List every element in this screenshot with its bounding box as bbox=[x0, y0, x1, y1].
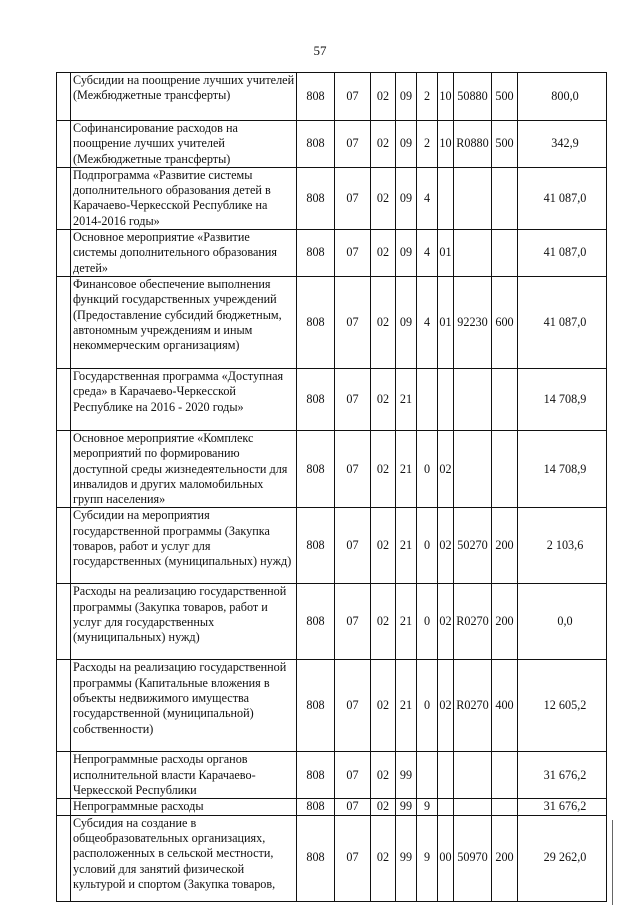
row-rz: 07 bbox=[335, 430, 371, 507]
row-p3 bbox=[438, 368, 454, 430]
table-row bbox=[57, 73, 607, 121]
row-vr: 200 bbox=[492, 508, 518, 584]
row-vr: 500 bbox=[492, 121, 518, 168]
row-ved: 808 bbox=[297, 230, 335, 277]
row-p2: 0 bbox=[417, 660, 438, 752]
table-row bbox=[57, 276, 607, 368]
row-vr bbox=[492, 368, 518, 430]
row-p2: 0 bbox=[417, 508, 438, 584]
row-p2: 0 bbox=[417, 430, 438, 507]
row-p3 bbox=[438, 799, 454, 815]
row-pr: 02 bbox=[371, 508, 396, 584]
row-name: Расходы на реализацию государственной программы (Капитальные вложения в объекты недвижимого имущества государственной (муниципальной) собственности) bbox=[71, 660, 297, 752]
row-vr bbox=[492, 430, 518, 507]
row-sum: 41 087,0 bbox=[518, 230, 607, 277]
row-name: Непрограммные расходы органов исполнительной власти Карачаево-Черкесской Республики bbox=[71, 752, 297, 799]
row-pr: 02 bbox=[371, 799, 396, 815]
row-rz: 07 bbox=[335, 660, 371, 752]
row-p3: 01 bbox=[438, 230, 454, 277]
row-p2 bbox=[417, 752, 438, 799]
row-pr: 02 bbox=[371, 660, 396, 752]
row-ved: 808 bbox=[297, 368, 335, 430]
row-p3: 02 bbox=[438, 660, 454, 752]
row-p4: R0880 bbox=[454, 121, 492, 168]
row-pr: 02 bbox=[371, 276, 396, 368]
row-p2: 4 bbox=[417, 167, 438, 229]
row-blank-cell bbox=[57, 73, 71, 121]
row-p1: 21 bbox=[396, 660, 417, 752]
row-vr: 200 bbox=[492, 815, 518, 901]
row-rz: 07 bbox=[335, 73, 371, 121]
row-blank-cell bbox=[57, 430, 71, 507]
row-sum: 29 262,0 bbox=[518, 815, 607, 901]
row-p1: 09 bbox=[396, 230, 417, 277]
row-p3: 00 bbox=[438, 815, 454, 901]
row-p4 bbox=[454, 230, 492, 277]
table-row bbox=[57, 121, 607, 168]
row-ved: 808 bbox=[297, 660, 335, 752]
row-rz: 07 bbox=[335, 167, 371, 229]
row-vr bbox=[492, 752, 518, 799]
row-ved: 808 bbox=[297, 508, 335, 584]
row-name: Субсидии на поощрение лучших учителей (Межбюджетные трансферты) bbox=[71, 73, 297, 121]
row-p1: 21 bbox=[396, 430, 417, 507]
row-p1: 09 bbox=[396, 121, 417, 168]
row-sum: 31 676,2 bbox=[518, 752, 607, 799]
row-name: Софинансирование расходов на поощрение лучших учителей (Межбюджетные трансферты) bbox=[71, 121, 297, 168]
page-number: 57 bbox=[313, 43, 327, 58]
row-p2: 4 bbox=[417, 276, 438, 368]
table-row bbox=[57, 584, 607, 660]
row-rz: 07 bbox=[335, 276, 371, 368]
row-p1: 21 bbox=[396, 508, 417, 584]
row-p4: 50270 bbox=[454, 508, 492, 584]
row-p2: 9 bbox=[417, 815, 438, 901]
row-ved: 808 bbox=[297, 73, 335, 121]
row-p2 bbox=[417, 368, 438, 430]
row-rz: 07 bbox=[335, 584, 371, 660]
row-vr: 400 bbox=[492, 660, 518, 752]
row-blank-cell bbox=[57, 167, 71, 229]
table-row bbox=[57, 752, 607, 799]
row-sum: 14 708,9 bbox=[518, 430, 607, 507]
row-pr: 02 bbox=[371, 167, 396, 229]
row-p2: 9 bbox=[417, 799, 438, 815]
table-row bbox=[57, 660, 607, 752]
table-row bbox=[57, 368, 607, 430]
row-vr bbox=[492, 230, 518, 277]
row-p4 bbox=[454, 368, 492, 430]
table-row bbox=[57, 508, 607, 584]
table-row bbox=[57, 799, 607, 815]
row-p4: 50880 bbox=[454, 73, 492, 121]
row-p3: 02 bbox=[438, 430, 454, 507]
row-pr: 02 bbox=[371, 815, 396, 901]
row-ved: 808 bbox=[297, 752, 335, 799]
row-p1: 99 bbox=[396, 799, 417, 815]
row-p2: 2 bbox=[417, 121, 438, 168]
row-p2: 4 bbox=[417, 230, 438, 277]
row-rz: 07 bbox=[335, 815, 371, 901]
row-blank-cell bbox=[57, 230, 71, 277]
row-ved: 808 bbox=[297, 276, 335, 368]
row-sum: 2 103,6 bbox=[518, 508, 607, 584]
budget-table-body bbox=[57, 73, 607, 902]
row-p3: 10 bbox=[438, 73, 454, 121]
row-pr: 02 bbox=[371, 752, 396, 799]
row-pr: 02 bbox=[371, 584, 396, 660]
row-name: Субсидии на мероприятия государственной программы (Закупка товаров, работ и услуг для государственных (муниципальных) нужд) bbox=[71, 508, 297, 584]
row-blank-cell bbox=[57, 121, 71, 168]
row-sum: 0,0 bbox=[518, 584, 607, 660]
row-p1: 21 bbox=[396, 584, 417, 660]
table-row bbox=[57, 230, 607, 277]
row-p4 bbox=[454, 752, 492, 799]
table-row bbox=[57, 815, 607, 901]
row-sum: 31 676,2 bbox=[518, 799, 607, 815]
row-p1: 09 bbox=[396, 167, 417, 229]
row-p1: 21 bbox=[396, 368, 417, 430]
row-rz: 07 bbox=[335, 368, 371, 430]
row-name: Основное мероприятие «Комплекс мероприятий по формированию доступной среды жизнедеятельности для инвалидов и других маломобильных групп населения» bbox=[71, 430, 297, 507]
row-ved: 808 bbox=[297, 584, 335, 660]
row-p4 bbox=[454, 167, 492, 229]
row-rz: 07 bbox=[335, 121, 371, 168]
row-ved: 808 bbox=[297, 799, 335, 815]
row-name: Расходы на реализацию государственной программы (Закупка товаров, работ и услуг для государственных (муниципальных) нужд) bbox=[71, 584, 297, 660]
row-sum: 800,0 bbox=[518, 73, 607, 121]
row-pr: 02 bbox=[371, 430, 396, 507]
row-p4: 92230 bbox=[454, 276, 492, 368]
row-name: Основное мероприятие «Развитие системы дополнительного образования детей» bbox=[71, 230, 297, 277]
row-p4: R0270 bbox=[454, 660, 492, 752]
row-pr: 02 bbox=[371, 73, 396, 121]
budget-table bbox=[56, 72, 607, 902]
row-p3: 02 bbox=[438, 584, 454, 660]
row-blank-cell bbox=[57, 584, 71, 660]
row-blank-cell bbox=[57, 799, 71, 815]
row-name: Непрограммные расходы bbox=[71, 799, 297, 815]
row-sum: 342,9 bbox=[518, 121, 607, 168]
row-p3: 02 bbox=[438, 508, 454, 584]
row-pr: 02 bbox=[371, 121, 396, 168]
row-p3: 10 bbox=[438, 121, 454, 168]
row-blank-cell bbox=[57, 508, 71, 584]
row-blank-cell bbox=[57, 368, 71, 430]
row-name: Субсидия на создание в общеобразовательных организациях, расположенных в сельской местности, условий для занятий физической культурой и спортом (Закупка товаров, bbox=[71, 815, 297, 901]
row-pr: 02 bbox=[371, 230, 396, 277]
row-blank-cell bbox=[57, 276, 71, 368]
row-p4 bbox=[454, 799, 492, 815]
row-name: Подпрограмма «Развитие системы дополнительного образования детей в Карачаево-Черкесской Республике на 2014-2016 годы» bbox=[71, 167, 297, 229]
row-vr: 500 bbox=[492, 73, 518, 121]
row-sum: 12 605,2 bbox=[518, 660, 607, 752]
row-sum: 41 087,0 bbox=[518, 276, 607, 368]
row-p1: 09 bbox=[396, 276, 417, 368]
row-blank-cell bbox=[57, 815, 71, 901]
row-vr: 600 bbox=[492, 276, 518, 368]
row-ved: 808 bbox=[297, 815, 335, 901]
row-sum: 14 708,9 bbox=[518, 368, 607, 430]
row-p1: 09 bbox=[396, 73, 417, 121]
row-rz: 07 bbox=[335, 508, 371, 584]
row-blank-cell bbox=[57, 752, 71, 799]
row-vr: 200 bbox=[492, 584, 518, 660]
table-row bbox=[57, 167, 607, 229]
row-p2: 2 bbox=[417, 73, 438, 121]
row-p2: 0 bbox=[417, 584, 438, 660]
row-ved: 808 bbox=[297, 167, 335, 229]
row-vr bbox=[492, 167, 518, 229]
row-p4: R0270 bbox=[454, 584, 492, 660]
row-p3: 01 bbox=[438, 276, 454, 368]
row-blank-cell bbox=[57, 660, 71, 752]
row-name: Финансовое обеспечение выполнения функций государственных учреждений (Предоставление субсидий бюджетным, автономным учреждениям и иным некоммерческим организациям) bbox=[71, 276, 297, 368]
row-p1: 99 bbox=[396, 815, 417, 901]
row-pr: 02 bbox=[371, 368, 396, 430]
row-name: Государственная программа «Доступная среда» в Карачаево-Черкесской Республике на 2016 - 2020 годы» bbox=[71, 368, 297, 430]
scan-edge-line bbox=[612, 820, 613, 905]
row-rz: 07 bbox=[335, 799, 371, 815]
row-p4 bbox=[454, 430, 492, 507]
row-p4: 50970 bbox=[454, 815, 492, 901]
row-p3 bbox=[438, 752, 454, 799]
row-vr bbox=[492, 799, 518, 815]
row-ved: 808 bbox=[297, 121, 335, 168]
row-sum: 41 087,0 bbox=[518, 167, 607, 229]
row-rz: 07 bbox=[335, 752, 371, 799]
row-p3 bbox=[438, 167, 454, 229]
row-p1: 99 bbox=[396, 752, 417, 799]
table-row bbox=[57, 430, 607, 507]
row-rz: 07 bbox=[335, 230, 371, 277]
row-ved: 808 bbox=[297, 430, 335, 507]
